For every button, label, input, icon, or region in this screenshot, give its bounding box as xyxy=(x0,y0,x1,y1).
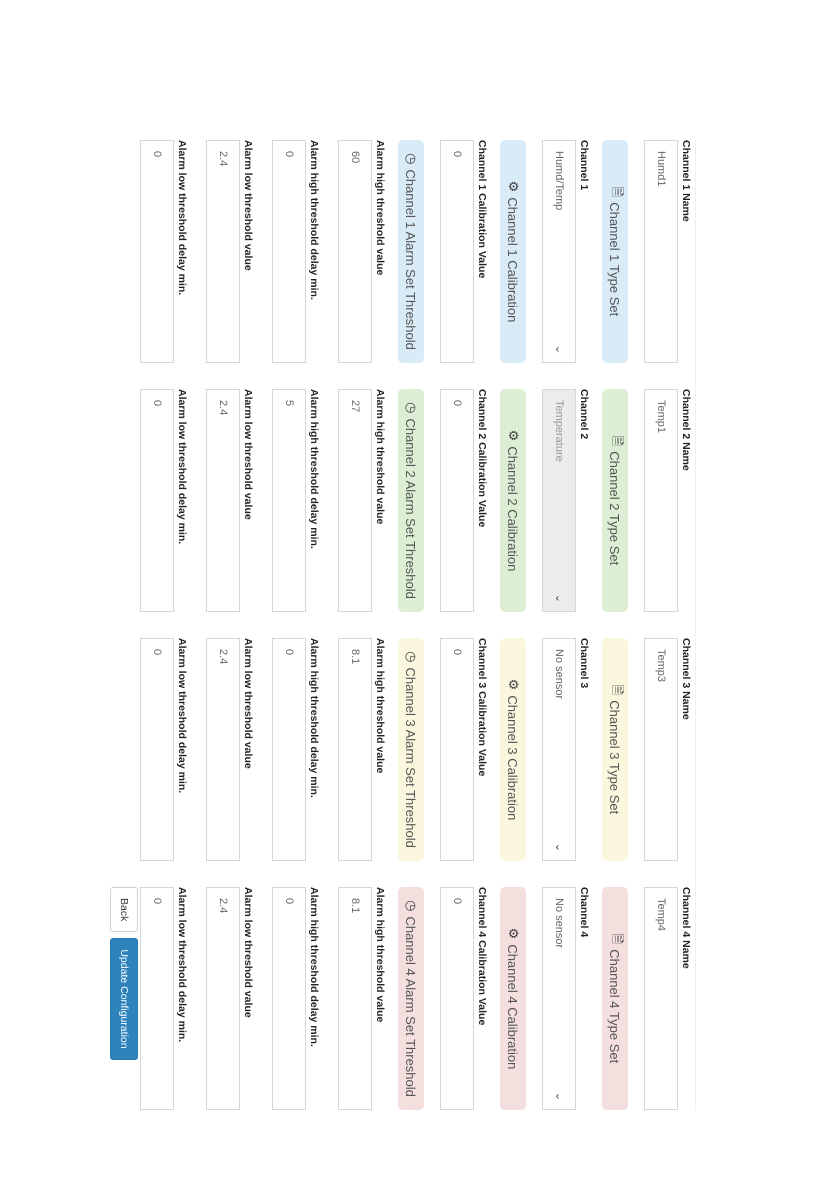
channel-4-type-value: No sensor xyxy=(553,898,565,949)
channel-1-alarm-high-delay-input[interactable]: 0 xyxy=(272,140,306,363)
channel-4-type-set-title: Channel 4 Type Set xyxy=(607,949,623,1064)
channel-3-type-label: Channel 3 xyxy=(578,638,590,689)
gears-icon: ⚙ xyxy=(506,180,521,193)
channel-1-type-select[interactable] xyxy=(542,140,576,363)
chevron-down-icon: ⌄ xyxy=(553,1091,565,1101)
channel-2-alarm-title: Channel 2 Alarm Set Threshold xyxy=(403,418,419,599)
channel-4-type-set-header xyxy=(602,887,628,1110)
channel-2-alarm-header xyxy=(398,389,424,612)
form-actions xyxy=(110,887,138,1066)
channel-1-alarm-high-value-label: Alarm high threshold value xyxy=(374,140,386,276)
channel-1-calibration-input[interactable]: 0 xyxy=(440,140,474,363)
clock-icon: ◷ xyxy=(404,900,419,912)
channel-1-type-set-header xyxy=(602,140,628,363)
channel-3-alarm-low-value-label: Alarm low threshold value xyxy=(242,638,254,769)
channel-1-alarm-high-value-input[interactable]: 60 xyxy=(338,140,372,363)
channel-1-alarm-title: Channel 1 Alarm Set Threshold xyxy=(403,169,419,350)
channel-3-calibration-title: Channel 3 Calibration xyxy=(505,695,521,821)
form-edge xyxy=(695,140,696,1110)
update-configuration-button[interactable]: Update Configuration xyxy=(110,938,138,1059)
channel-4-alarm-high-value-input[interactable]: 8.1 xyxy=(338,887,372,1110)
channel-3-calibration-label: Channel 3 Calibration Value xyxy=(476,638,488,777)
channel-4-name-input[interactable]: Temp4 xyxy=(644,887,678,1110)
channel-4-alarm-header xyxy=(398,887,424,1110)
channel-2-column xyxy=(144,389,694,612)
channel-1-alarm-low-delay-label: Alarm low threshold delay min. xyxy=(176,140,188,296)
channel-1-name-input[interactable]: Humd1 xyxy=(644,140,678,363)
channel-4-alarm-low-delay-input[interactable]: 0 xyxy=(140,887,174,1110)
channel-3-calibration-input[interactable]: 0 xyxy=(440,638,474,861)
channel-2-alarm-low-delay-input[interactable]: 0 xyxy=(140,389,174,612)
channel-2-type-set-header xyxy=(602,389,628,612)
channel-1-calibration-title: Channel 1 Calibration xyxy=(505,197,521,323)
channel-1-alarm-low-delay-input[interactable]: 0 xyxy=(140,140,174,363)
chevron-down-icon: ⌄ xyxy=(553,344,565,354)
channel-1-alarm-low-value-label: Alarm low threshold value xyxy=(242,140,254,271)
channel-1-type-value: Humd/Temp xyxy=(553,151,565,211)
channel-4-alarm-title: Channel 4 Alarm Set Threshold xyxy=(403,916,419,1097)
channel-1-type-label: Channel 1 xyxy=(578,140,590,191)
channel-3-alarm-high-value-input[interactable]: 8.1 xyxy=(338,638,372,861)
configuration-form xyxy=(118,140,694,1110)
channel-2-type-label: Channel 2 xyxy=(578,389,590,440)
channel-2-type-value: Temperature xyxy=(553,400,565,462)
channel-2-alarm-high-delay-label: Alarm high threshold delay min. xyxy=(308,389,320,549)
back-button[interactable]: Back xyxy=(110,887,138,932)
clock-icon: ◷ xyxy=(404,402,419,414)
channel-4-calibration-title: Channel 4 Calibration xyxy=(505,944,521,1070)
document-icon: 🗎 xyxy=(610,186,625,198)
channel-4-column xyxy=(118,887,694,1110)
gears-icon: ⚙ xyxy=(506,678,521,691)
chevron-down-icon: ⌄ xyxy=(553,593,565,603)
channel-3-calibration-header xyxy=(500,638,526,861)
document-icon: 🗎 xyxy=(610,435,625,447)
channel-2-type-set-title: Channel 2 Type Set xyxy=(607,451,623,566)
channel-1-name-label: Channel 1 Name xyxy=(680,140,692,222)
channel-4-alarm-low-value-input[interactable]: 2.4 xyxy=(206,887,240,1110)
channel-2-alarm-low-delay-label: Alarm low threshold delay min. xyxy=(176,389,188,545)
channel-2-calibration-input[interactable]: 0 xyxy=(440,389,474,612)
channel-3-alarm-high-delay-input[interactable]: 0 xyxy=(272,638,306,861)
channel-1-column xyxy=(144,140,694,363)
channel-3-name-label: Channel 3 Name xyxy=(680,638,692,720)
channel-3-alarm-low-delay-label: Alarm low threshold delay min. xyxy=(176,638,188,794)
channel-3-alarm-title: Channel 3 Alarm Set Threshold xyxy=(403,667,419,848)
channel-1-calibration-header xyxy=(500,140,526,363)
channel-1-calibration-label: Channel 1 Calibration Value xyxy=(476,140,488,279)
channel-3-type-set-header xyxy=(602,638,628,861)
channel-4-alarm-low-value-label: Alarm low threshold value xyxy=(242,887,254,1018)
channel-1-type-set-title: Channel 1 Type Set xyxy=(607,202,623,317)
chevron-down-icon: ⌄ xyxy=(553,842,565,852)
clock-icon: ◷ xyxy=(404,153,419,165)
document-icon: 🗎 xyxy=(610,684,625,696)
channel-3-alarm-header xyxy=(398,638,424,861)
channel-3-alarm-high-delay-label: Alarm high threshold delay min. xyxy=(308,638,320,798)
channel-3-type-value: No sensor xyxy=(553,649,565,700)
channel-4-calibration-label: Channel 4 Calibration Value xyxy=(476,887,488,1026)
channel-1-alarm-low-value-input[interactable]: 2.4 xyxy=(206,140,240,363)
channel-3-column xyxy=(144,638,694,861)
channel-4-alarm-high-delay-input[interactable]: 0 xyxy=(272,887,306,1110)
channel-2-alarm-low-value-input[interactable]: 2.4 xyxy=(206,389,240,612)
channel-4-name-label: Channel 4 Name xyxy=(680,887,692,969)
channel-4-alarm-high-value-label: Alarm high threshold value xyxy=(374,887,386,1023)
channel-3-type-select[interactable] xyxy=(542,638,576,861)
channel-2-name-input[interactable]: Temp1 xyxy=(644,389,678,612)
channel-4-alarm-low-delay-label: Alarm low threshold delay min. xyxy=(176,887,188,1043)
channel-4-alarm-high-delay-label: Alarm high threshold delay min. xyxy=(308,887,320,1047)
channel-2-name-label: Channel 2 Name xyxy=(680,389,692,471)
channel-3-alarm-high-value-label: Alarm high threshold value xyxy=(374,638,386,774)
channel-1-alarm-header xyxy=(398,140,424,363)
channel-2-calibration-label: Channel 2 Calibration Value xyxy=(476,389,488,528)
channel-4-type-label: Channel 4 xyxy=(578,887,590,938)
clock-icon: ◷ xyxy=(404,651,419,663)
channel-1-alarm-high-delay-label: Alarm high threshold delay min. xyxy=(308,140,320,300)
document-icon: 🗎 xyxy=(610,933,625,945)
channel-2-type-select[interactable] xyxy=(542,389,576,612)
channel-2-alarm-high-delay-input[interactable]: 5 xyxy=(272,389,306,612)
channel-4-type-select[interactable] xyxy=(542,887,576,1110)
channel-3-type-set-title: Channel 3 Type Set xyxy=(607,700,623,815)
channel-3-alarm-low-delay-input[interactable]: 0 xyxy=(140,638,174,861)
channel-2-alarm-high-value-label: Alarm high threshold value xyxy=(374,389,386,525)
channel-3-alarm-low-value-input[interactable]: 2.4 xyxy=(206,638,240,861)
gears-icon: ⚙ xyxy=(506,927,521,940)
gears-icon: ⚙ xyxy=(506,429,521,442)
channel-2-alarm-high-value-input[interactable]: 27 xyxy=(338,389,372,612)
channel-2-calibration-title: Channel 2 Calibration xyxy=(505,446,521,572)
channel-2-calibration-header xyxy=(500,389,526,612)
channel-2-alarm-low-value-label: Alarm low threshold value xyxy=(242,389,254,520)
channel-3-name-input[interactable]: Temp3 xyxy=(644,638,678,861)
channel-4-calibration-input[interactable]: 0 xyxy=(440,887,474,1110)
channel-4-calibration-header xyxy=(500,887,526,1110)
